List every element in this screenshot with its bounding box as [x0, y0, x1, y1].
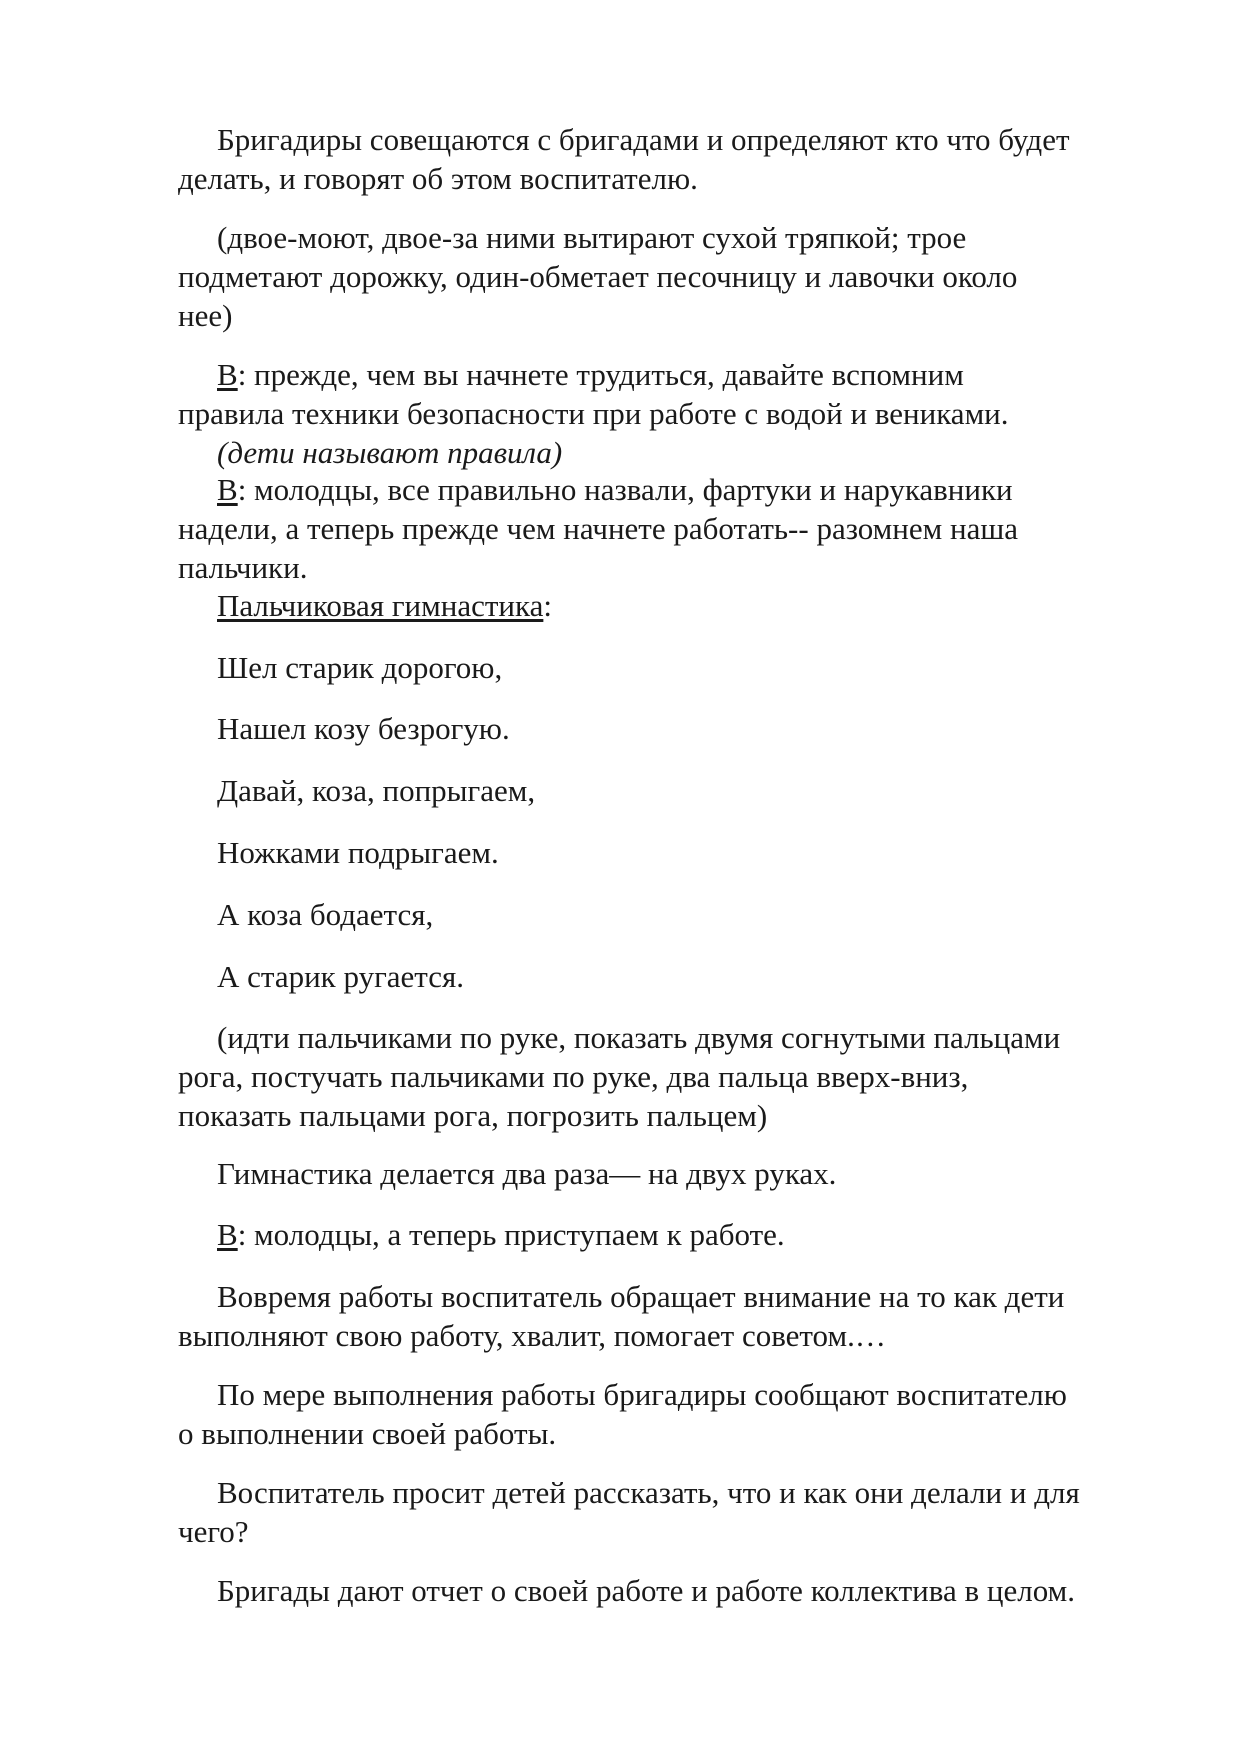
text-line: По мере выполнения работы бригадиры сообщают воспитателю — [217, 1377, 1067, 1412]
text-line: показать пальцами рога, погрозить пальцем) — [178, 1098, 768, 1133]
poem-line — [178, 957, 1158, 996]
text-line: (двое-моют, двое-за ними вытирают сухой тряпкой; трое — [217, 220, 967, 255]
text-line — [178, 470, 1158, 509]
paragraph-teacher-attention — [178, 1277, 1158, 1355]
speaker-label: В — [217, 357, 238, 392]
paragraph-roles — [178, 218, 1158, 335]
text-line: Давай, коза, попрыгаем, — [217, 773, 536, 808]
text-line: правила техники безопасности при работе с водой и вениками. — [178, 396, 1009, 431]
text-line: (дети называют правила) — [217, 435, 563, 470]
text-line: (идти пальчиками по руке, показать двумя согнутыми пальцами — [217, 1020, 1061, 1055]
paragraph-brigadiers-report — [178, 1375, 1158, 1453]
paragraph-twice — [178, 1154, 1158, 1193]
text-line: Нашел козу безрогую. — [217, 711, 510, 746]
text-line: рога, постучать пальчиками по руке, два пальца вверх-вниз, — [178, 1059, 969, 1094]
text-line: А старик ругается. — [217, 959, 465, 994]
text-line: Шел старик дорогою, — [217, 650, 503, 685]
paragraph-final-report — [178, 1571, 1158, 1610]
text-line — [178, 1215, 1158, 1254]
paragraph-start-work — [178, 1215, 1158, 1254]
paragraph-tell-what-they-did — [178, 1473, 1158, 1551]
section-title: Пальчиковая гимнастика — [217, 588, 544, 623]
text-line: Ножками подрыгаем. — [217, 835, 499, 870]
section-title-finger-gymnastics — [178, 586, 1158, 625]
poem-line — [178, 709, 1158, 748]
text-line — [178, 586, 1158, 625]
paragraph-children-name-rules — [178, 433, 1158, 472]
poem-line — [178, 833, 1158, 872]
text-line: чего? — [178, 1514, 249, 1549]
text-line: Бригады дают отчет о своей работе и работе коллектива в целом. — [217, 1573, 1075, 1608]
text-line: о выполнении своей работы. — [178, 1416, 557, 1451]
text-line: подметают дорожку, один-обметает песочницу и лавочки около — [178, 259, 1018, 294]
text-segment: : — [543, 588, 552, 623]
paragraph-brigadiers — [178, 120, 1158, 198]
text-segment: : прежде, чем вы начнете трудиться, давайте вспомним — [237, 357, 964, 392]
text-line: Бригадиры совещаются с бригадами и определяют кто что будет — [217, 122, 1070, 157]
text-line: выполняют свою работу, хвалит, помогает советом.… — [178, 1318, 886, 1353]
poem-line — [178, 771, 1158, 810]
text-line: надели, а теперь прежде чем начнете работать-- разомнем наша — [178, 511, 1018, 546]
text-line — [178, 355, 1158, 394]
speaker-label: В — [217, 472, 238, 507]
text-line: А коза бодается, — [217, 897, 434, 932]
text-line: делать, и говорят об этом воспитателю. — [178, 161, 698, 196]
text-line: Гимнастика делается два раза— на двух руках. — [217, 1156, 837, 1191]
text-line: Вовремя работы воспитатель обращает внимание на то как дети — [217, 1279, 1065, 1314]
speaker-label: В — [217, 1217, 238, 1252]
text-segment: : молодцы, а теперь приступаем к работе. — [237, 1217, 785, 1252]
paragraph-gesture-instructions — [178, 1018, 1158, 1135]
text-line: Воспитатель просит детей рассказать, что и как они делали и для — [217, 1475, 1080, 1510]
poem-line — [178, 648, 1158, 687]
paragraph-praise — [178, 470, 1158, 587]
paragraph-safety — [178, 355, 1158, 433]
poem-line — [178, 895, 1158, 934]
text-line: пальчики. — [178, 550, 308, 585]
text-line: нее) — [178, 298, 233, 333]
text-segment: : молодцы, все правильно назвали, фартуки и нарукавники — [237, 472, 1013, 507]
